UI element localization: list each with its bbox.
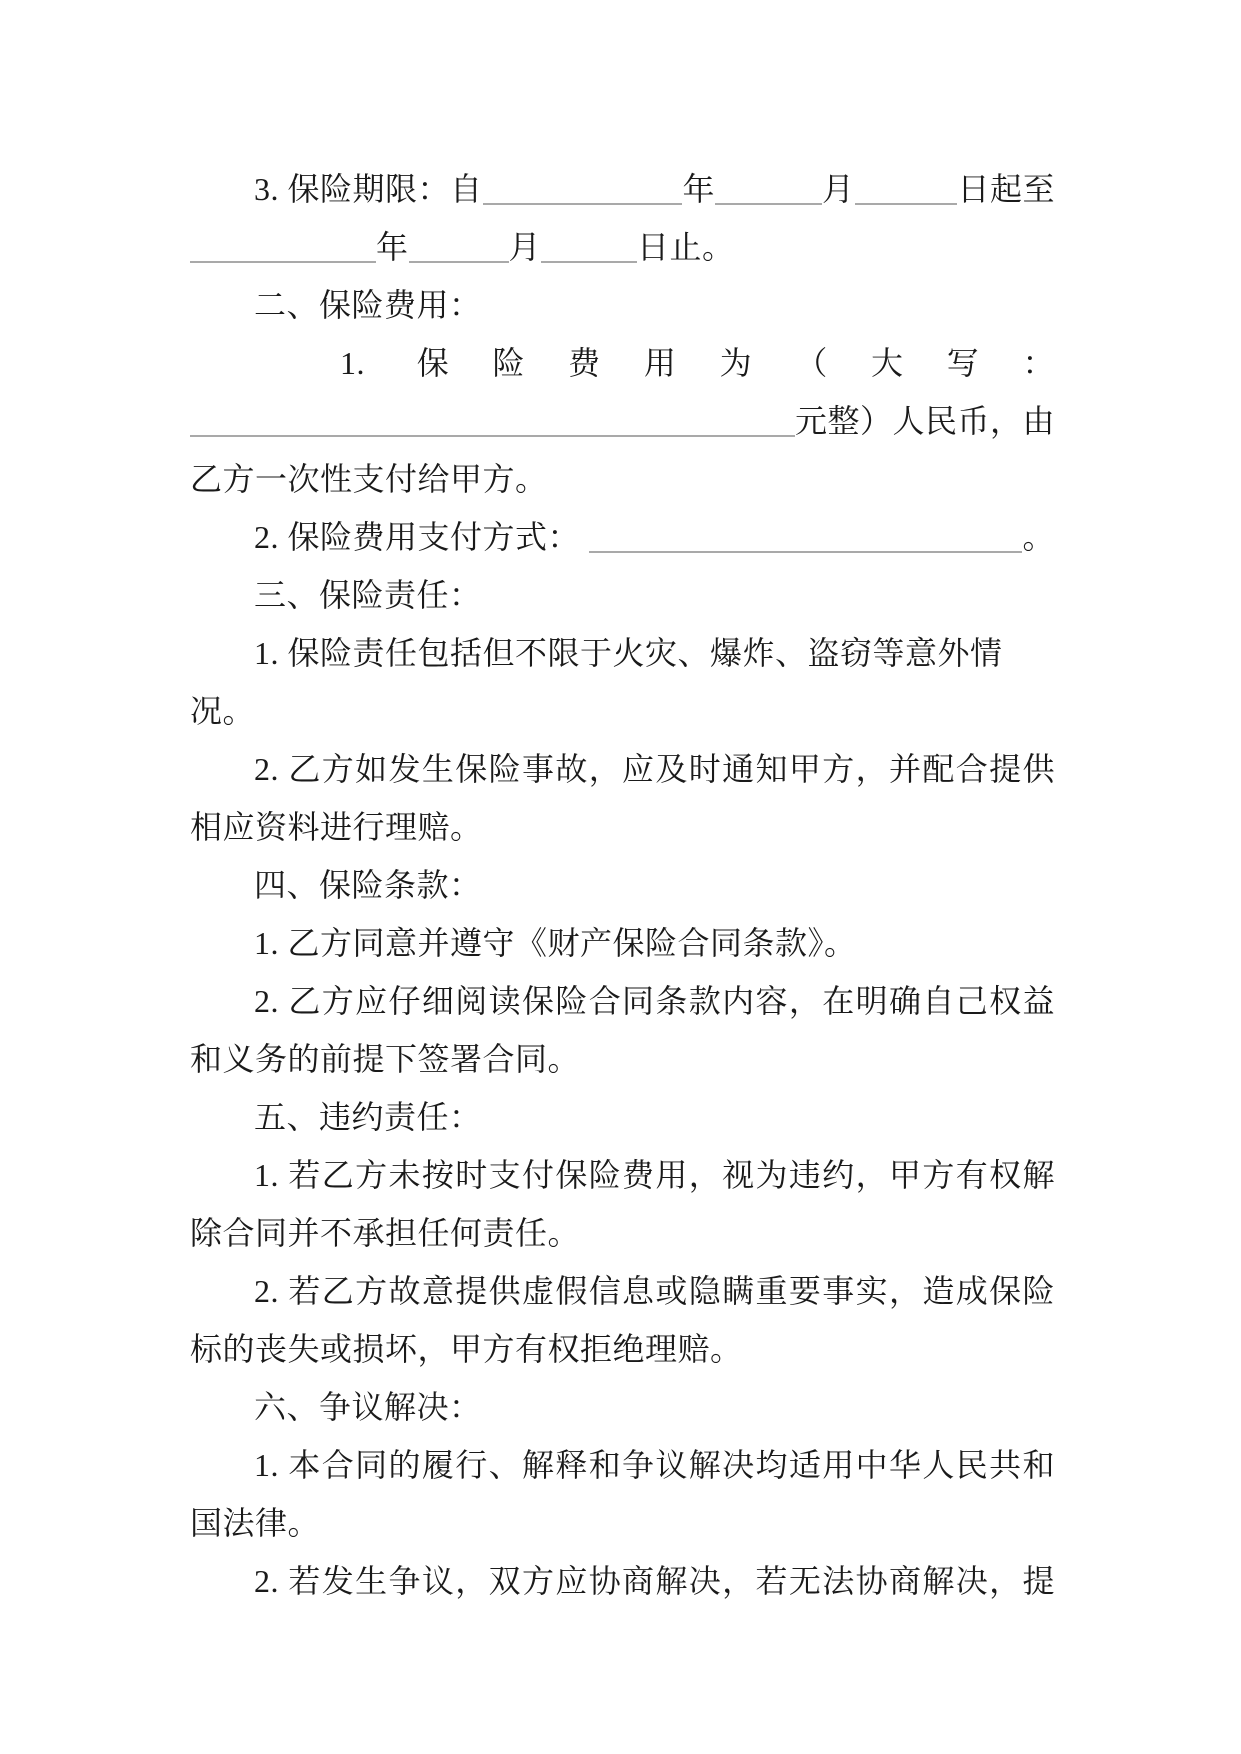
- breach-item-1-line-1: 1. 若乙方未按时支付保险费用，视为违约，甲方有权解: [254, 1157, 1055, 1193]
- fill-in-blank: [715, 203, 822, 205]
- fill-in-blank: [483, 203, 683, 205]
- premium-amount-line-1: 1. 保险费用为（大写：: [340, 345, 1055, 381]
- dispute-item-1-line-1: 1. 本合同的履行、解释和争议解决均适用中华人民共和: [254, 1447, 1055, 1483]
- dispute-item-2-line-1: 2. 若发生争议，双方应协商解决，若无法协商解决，提: [254, 1563, 1055, 1599]
- payment-method-line: [190, 508, 1055, 566]
- liability-item-2-line-2: 相应资料进行理赔。: [190, 809, 483, 845]
- text-run: 日起至: [957, 171, 1055, 207]
- text-run: 。: [1022, 519, 1055, 555]
- fill-in-blank: [541, 261, 637, 263]
- liability-item-1: 1. 保险责任包括但不限于火灾、爆炸、盗窃等意外情况。: [190, 635, 1003, 729]
- section-6-heading: 六、争议解决：: [254, 1389, 482, 1425]
- liability-item-2-line-1: 2. 乙方如发生保险事故，应及时通知甲方，并配合提供: [254, 751, 1055, 787]
- text-run: 2. 保险费用支付方式：: [254, 519, 589, 555]
- fill-in-blank: [190, 435, 795, 437]
- fill-in-blank: [589, 551, 1023, 553]
- insurance-period-line-1: [190, 160, 1055, 218]
- insurance-period-line-2: [190, 218, 1055, 276]
- terms-item-2-line-2: 和义务的前提下签署合同。: [190, 1041, 581, 1077]
- text-run: 3. 保险期限：自: [254, 171, 483, 207]
- text-run: 年: [376, 229, 409, 265]
- fill-in-blank: [409, 261, 509, 263]
- section-5-heading: 五、违约责任：: [254, 1099, 482, 1135]
- fill-in-blank: [855, 203, 958, 205]
- text-run: 日止。: [637, 229, 735, 265]
- premium-amount-line-2: [190, 392, 1055, 450]
- terms-item-1: 1. 乙方同意并遵守《财产保险合同条款》。: [254, 925, 857, 961]
- breach-item-1-line-2: 除合同并不承担任何责任。: [190, 1215, 581, 1251]
- text-run: 元整）人民币，由: [794, 403, 1055, 439]
- fill-in-blank: [190, 261, 376, 263]
- dispute-item-1-line-2: 国法律。: [190, 1505, 321, 1541]
- section-2-heading: 二、保险费用：: [254, 287, 482, 323]
- premium-amount-line-3: 乙方一次性支付给甲方。: [190, 461, 548, 497]
- text-run: 月: [508, 229, 542, 265]
- breach-item-2-line-1: 2. 若乙方故意提供虚假信息或隐瞒重要事实，造成保险: [254, 1273, 1055, 1309]
- breach-item-2-line-2: 标的丧失或损坏，甲方有权拒绝理赔。: [190, 1331, 743, 1367]
- section-4-heading: 四、保险条款：: [254, 867, 482, 903]
- text-run: 月: [821, 171, 855, 207]
- section-3-heading: 三、保险责任：: [254, 577, 482, 613]
- terms-item-2-line-1: 2. 乙方应仔细阅读保险合同条款内容，在明确自己权益: [254, 983, 1055, 1019]
- text-run: 年: [682, 171, 715, 207]
